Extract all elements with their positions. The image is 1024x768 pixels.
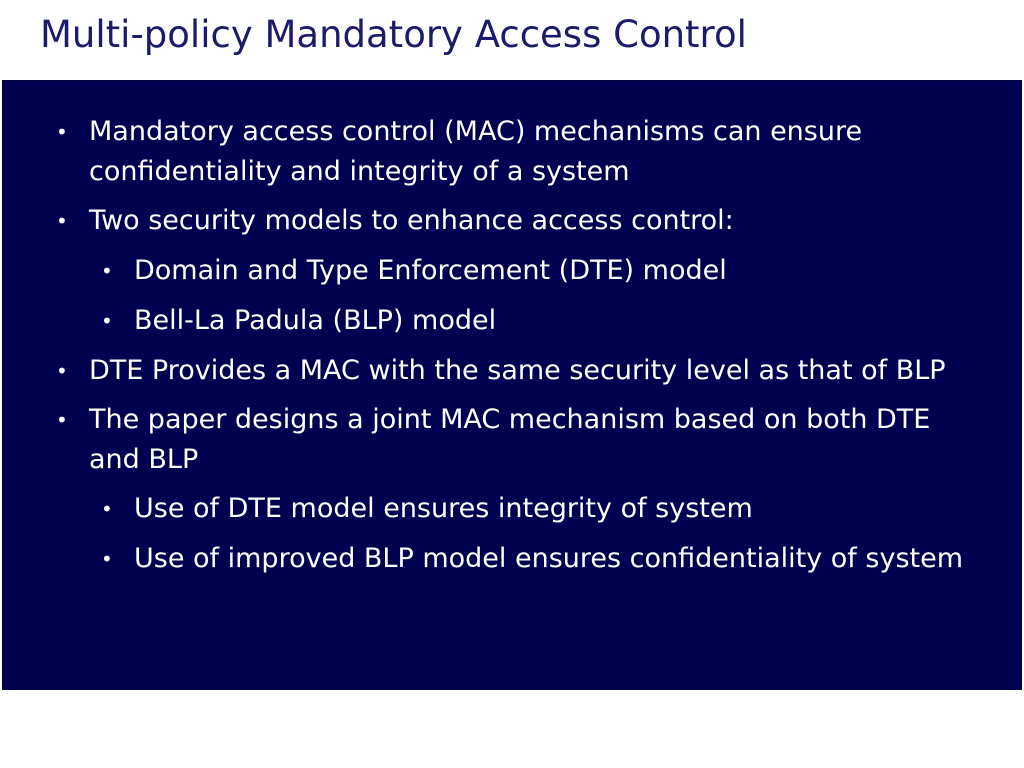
bullet-text: Two security models to enhance access control:: [89, 205, 734, 236]
bullet-marker: •: [56, 359, 68, 383]
sub-bullet-text: Domain and Type Enforcement (DTE) model: [134, 255, 727, 286]
bullet-item: [56, 201, 969, 241]
sub-bullet-item: [101, 301, 964, 341]
content-panel: [2, 80, 1022, 690]
bullet-item: [56, 400, 969, 480]
bullet-marker: •: [56, 408, 68, 432]
bullet-marker: •: [56, 120, 68, 144]
sub-bullet-text: Use of DTE model ensures integrity of system: [134, 493, 753, 524]
bullet-list: [3, 112, 1023, 579]
bullet-marker: •: [101, 497, 113, 521]
slide-title: Multi-policy Mandatory Access Control: [40, 13, 747, 56]
sub-bullet-item: [101, 539, 964, 579]
bullet-item: [56, 112, 969, 192]
bullet-item: [56, 351, 969, 391]
bullet-marker: •: [56, 209, 68, 233]
bullet-text: DTE Provides a MAC with the same security level as that of BLP: [89, 355, 946, 386]
sub-bullet-text: Bell-La Padula (BLP) model: [134, 305, 497, 336]
sub-bullet-text: Use of improved BLP model ensures confidentiality of system: [134, 543, 964, 574]
bullet-marker: •: [101, 309, 113, 333]
sub-bullet-item: [101, 489, 964, 529]
bullet-marker: •: [101, 547, 113, 571]
bullet-text: Mandatory access control (MAC) mechanisms can ensure confidentiality and integrity of a system: [89, 116, 863, 187]
bullet-text: The paper designs a joint MAC mechanism based on both DTE and BLP: [89, 404, 931, 475]
bullet-marker: •: [101, 259, 113, 283]
sub-bullet-item: [101, 251, 964, 291]
